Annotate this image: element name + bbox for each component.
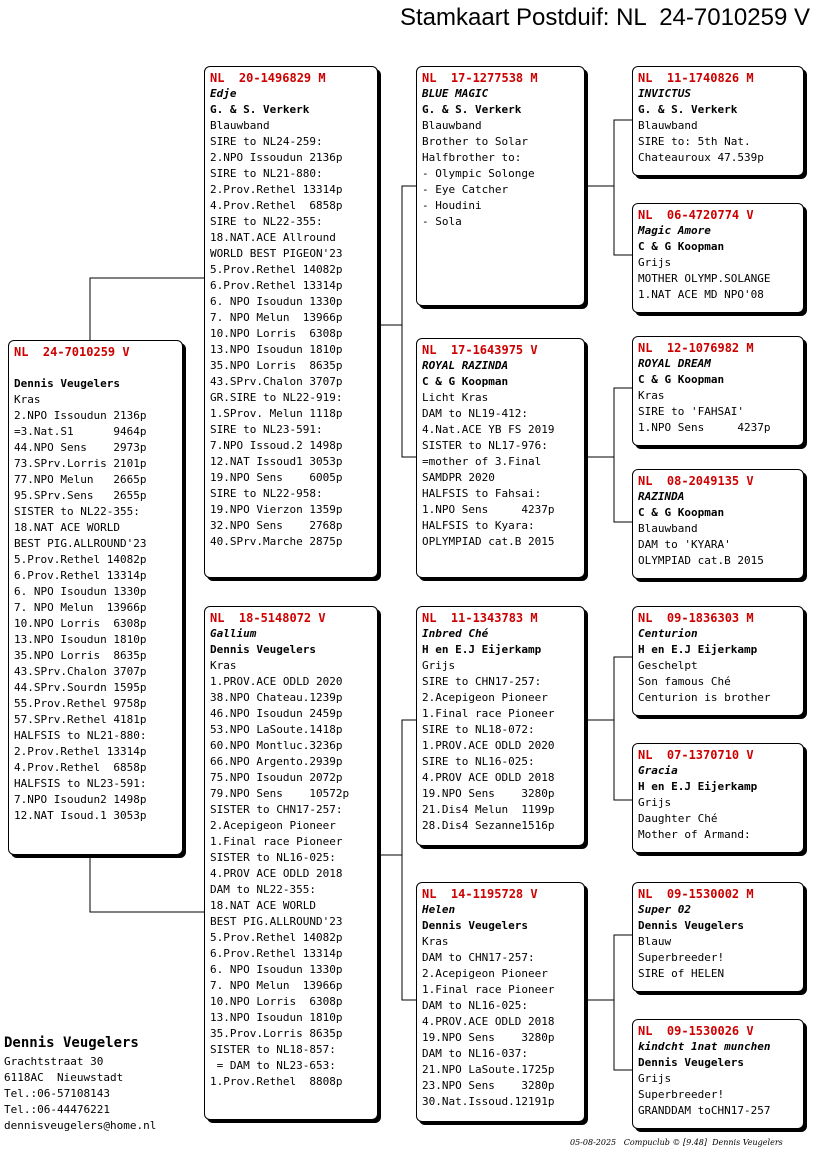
pedigree-line: OPLYMPIAD cat.B 2015 — [422, 535, 555, 548]
ring-number: NL 12-1076982 M — [638, 341, 754, 355]
pedigree-line: 2.Prov.Rethel 13314p — [14, 745, 147, 758]
breeder-name: Dennis Veugelers — [638, 1056, 744, 1069]
pedigree-line: 19.NPO Sens 6005p — [210, 471, 343, 484]
line-subject-sire — [90, 278, 204, 340]
breeder-name: H en E.J Eijerkamp — [638, 643, 758, 656]
ring-number: NL 17-1643975 V — [422, 343, 538, 357]
pedigree-card-sds — [632, 336, 804, 446]
pedigree-line: Blauw — [638, 935, 672, 948]
pedigree-line: SIRE to NL18-072: — [422, 723, 535, 736]
pedigree-card-subject — [8, 340, 183, 855]
breeder-name: G. & S. Verkerk — [638, 103, 738, 116]
pedigree-line: Halfbrother to: — [422, 151, 522, 164]
owner-address-line: Grachtstraat 30 — [4, 1055, 104, 1068]
pedigree-line: GRANDDAM toCHN17-257 — [638, 1104, 771, 1117]
pedigree-line: Grijs — [638, 256, 672, 269]
pedigree-line: 6. NPO Isoudun 1330p — [210, 295, 343, 308]
pedigree-line: 1.Final race Pioneer — [210, 835, 343, 848]
pedigree-line: GR.SIRE to NL22-919: — [210, 391, 343, 404]
pedigree-line: 1.NPO Sens 4237p — [638, 421, 771, 434]
pedigree-line: - Sola — [422, 215, 462, 228]
pedigree-line: Grijs — [422, 659, 456, 672]
pedigree-line: 44.NPO Sens 2973p — [14, 441, 147, 454]
breeder-name: C & G Koopman — [638, 240, 725, 253]
pigeon-name: ROYAL DREAM — [638, 357, 711, 370]
pedigree-line: 32.NPO Sens 2768p — [210, 519, 343, 532]
pedigree-line: SIRE to NL23-591: — [210, 423, 323, 436]
pigeon-name: Gracia — [638, 764, 678, 777]
pedigree-line: Daughter Ché — [638, 812, 718, 825]
breeder-name: Dennis Veugelers — [638, 919, 744, 932]
ring-number: NL 11-1343783 M — [422, 611, 538, 625]
pedigree-card-sdd — [632, 469, 804, 579]
pedigree-line: 60.NPO Montluc.3236p — [210, 739, 343, 752]
pedigree-line: SAMDPR 2020 — [422, 471, 495, 484]
pedigree-line: BEST PIG.ALLROUND'23 — [210, 915, 343, 928]
pedigree-line: 2.NPO Issoudun 2136p — [210, 151, 343, 164]
pedigree-line: 7. NPO Melun 13966p — [14, 601, 147, 614]
pedigree-line: Blauwband — [210, 119, 270, 132]
pedigree-line: 6. NPO Isoudun 1330p — [14, 585, 147, 598]
pedigree-card-dam-sire — [416, 606, 585, 846]
pedigree-line: 19.NPO Vierzon 1359p — [210, 503, 343, 516]
pedigree-line: 4.PROV ACE ODLD 2018 — [210, 867, 343, 880]
pedigree-line: 21.NPO LaSoute.1725p — [422, 1063, 555, 1076]
ring-number: NL 09-1530002 M — [638, 887, 754, 901]
pedigree-line: - Olympic Solonge — [422, 167, 535, 180]
pedigree-line: - Eye Catcher — [422, 183, 509, 196]
pedigree-line: Kras — [210, 659, 237, 672]
pedigree-card-dam — [204, 606, 378, 1120]
pedigree-line: Grijs — [638, 796, 672, 809]
pedigree-line: DAM to CHN17-257: — [422, 951, 535, 964]
owner-contact-block — [4, 1032, 156, 1134]
pedigree-line: 13.NPO Isoudun 1810p — [210, 343, 343, 356]
pedigree-line: Son famous Ché — [638, 675, 731, 688]
pedigree-line: SISTER to NL18-857: — [210, 1043, 336, 1056]
pedigree-line: 1.SProv. Melun 1118p — [210, 407, 343, 420]
pedigree-line: 35.Prov.Lorris 8635p — [210, 1027, 343, 1040]
pedigree-card-dsd — [632, 743, 804, 853]
pedigree-line: 1.PROV.ACE ODLD 2020 — [210, 675, 343, 688]
breeder-name: H en E.J Eijerkamp — [422, 643, 542, 656]
pedigree-line: Licht Kras — [422, 391, 489, 404]
pedigree-card-sss — [632, 66, 804, 176]
pedigree-line: 6. NPO Isoudun 1330p — [210, 963, 343, 976]
pedigree-line: SIRE to: 5th Nat. — [638, 135, 751, 148]
pedigree-line: 10.NPO Lorris 6308p — [210, 327, 343, 340]
pedigree-line: Chateauroux 47.539p — [638, 151, 764, 164]
pigeon-name: BLUE MAGIC — [422, 87, 489, 100]
ring-number: NL 11-1740826 M — [638, 71, 754, 85]
pedigree-line: 43.SPrv.Chalon 3707p — [210, 375, 343, 388]
pedigree-line: 7.NPO Issoud.2 1498p — [210, 439, 343, 452]
pigeon-name: Helen — [422, 903, 456, 916]
pedigree-line: SISTER to NL17-976: — [422, 439, 548, 452]
pedigree-line: 4.Nat.ACE YB FS 2019 — [422, 423, 555, 436]
pedigree-line: Centurion is brother — [638, 691, 771, 704]
ring-number: NL 09-1836303 M — [638, 611, 754, 625]
owner-email: dennisveugelers@home.nl — [4, 1119, 157, 1132]
pedigree-line: Mother of Armand: — [638, 828, 751, 841]
pedigree-line: BEST PIG.ALLROUND'23 — [14, 537, 147, 550]
ring-number: NL 18-5148072 V — [210, 611, 326, 625]
pedigree-line: SIRE to NL22-958: — [210, 487, 323, 500]
pedigree-line: 79.NPO Sens 10572p — [210, 787, 350, 800]
ring-number: NL 14-1195728 V — [422, 887, 538, 901]
pedigree-line: SIRE to NL24-259: — [210, 135, 323, 148]
breeder-name: C & G Koopman — [422, 375, 509, 388]
pedigree-line: SIRE to NL21-880: — [210, 167, 323, 180]
pedigree-line: 66.NPO Argento.2939p — [210, 755, 343, 768]
ring-number: NL 24-7010259 V — [14, 345, 130, 359]
pigeon-name: RAZINDA — [638, 490, 685, 503]
pedigree-line: SIRE to 'FAHSAI' — [638, 405, 744, 418]
pedigree-line: Superbreeder! — [638, 1088, 725, 1101]
pedigree-line: = DAM to NL23-653: — [210, 1059, 336, 1072]
pedigree-line: 28.Dis4 Sezanne1516p — [422, 819, 555, 832]
pedigree-line: 1.Prov.Rethel 8808p — [210, 1075, 343, 1088]
pedigree-line: 19.NPO Sens 3280p — [422, 1031, 555, 1044]
breeder-name: Dennis Veugelers — [422, 919, 528, 932]
pedigree-line: 10.NPO Lorris 6308p — [210, 995, 343, 1008]
pedigree-line: 2.NPO Issoudun 2136p — [14, 409, 147, 422]
pedigree-line: 55.Prov.Rethel 9758p — [14, 697, 147, 710]
owner-phone: Tel.:06-44476221 — [4, 1103, 110, 1116]
pedigree-line: Kras — [14, 393, 41, 406]
pedigree-line: HALFSIS to Fahsai: — [422, 487, 542, 500]
pedigree-card-dss — [632, 606, 804, 716]
ring-number: NL 07-1370710 V — [638, 748, 754, 762]
pedigree-line: 2.Acepigeon Pioneer — [422, 967, 548, 980]
pedigree-line: - Houdini — [422, 199, 482, 212]
pedigree-line: WORLD BEST PIGEON'23 — [210, 247, 343, 260]
pedigree-card-ssd — [632, 203, 804, 313]
pedigree-card-sire — [204, 66, 378, 578]
pedigree-line: 1.Final race Pioneer — [422, 983, 555, 996]
pedigree-line: HALFSIS to Kyara: — [422, 519, 535, 532]
ring-number: NL 06-4720774 V — [638, 208, 754, 222]
pedigree-line: 19.NPO Sens 3280p — [422, 787, 555, 800]
pedigree-card-ddd — [632, 1019, 804, 1129]
pedigree-line: 35.NPO Lorris 8635p — [210, 359, 343, 372]
breeder-name: G. & S. Verkerk — [422, 103, 522, 116]
pigeon-name: Super 02 — [638, 903, 691, 916]
pigeon-name: Magic Amore — [638, 224, 711, 237]
pedigree-line: DAM to NL16-025: — [422, 999, 528, 1012]
pedigree-line: 30.Nat.Issoud.12191p — [422, 1095, 555, 1108]
breeder-name: Dennis Veugelers — [210, 643, 316, 656]
pedigree-card-dam-dam — [416, 882, 585, 1122]
pedigree-line: 44.SPrv.Sourdn 1595p — [14, 681, 147, 694]
pedigree-line: 7. NPO Melun 13966p — [210, 979, 343, 992]
pedigree-line: 53.NPO LaSoute.1418p — [210, 723, 343, 736]
pedigree-line: 38.NPO Chateau.1239p — [210, 691, 343, 704]
pigeon-name: ROYAL RAZINDA — [422, 359, 509, 372]
pigeon-name: kindcht 1nat munchen — [638, 1040, 771, 1053]
pedigree-line: 18.NAT.ACE Allround — [210, 231, 336, 244]
pedigree-line: 10.NPO Lorris 6308p — [14, 617, 147, 630]
pedigree-line: 4.PROV.ACE ODLD 2018 — [422, 1015, 555, 1028]
line-subject-dam — [90, 855, 204, 912]
pedigree-line: 6.Prov.Rethel 13314p — [210, 279, 343, 292]
pedigree-line: 6.Prov.Rethel 13314p — [210, 947, 343, 960]
breeder-name: C & G Koopman — [638, 373, 725, 386]
pedigree-line: SISTER to CHN17-257: — [210, 803, 343, 816]
pedigree-line: SISTER to NL16-025: — [210, 851, 336, 864]
owner-phone: Tel.:06-57108143 — [4, 1087, 110, 1100]
ring-number: NL 17-1277538 M — [422, 71, 538, 85]
pedigree-line: 1.PROV.ACE ODLD 2020 — [422, 739, 555, 752]
pedigree-line: Kras — [638, 389, 665, 402]
pedigree-line: 18.NAT ACE WORLD — [14, 521, 120, 534]
pedigree-line: DAM to NL16-037: — [422, 1047, 528, 1060]
pedigree-line: 95.SPrv.Sens 2655p — [14, 489, 147, 502]
pedigree-line: DAM to NL22-355: — [210, 883, 316, 896]
pigeon-name: Gallium — [210, 627, 257, 640]
pedigree-line: Grijs — [638, 1072, 672, 1085]
pedigree-line: 21.Dis4 Melun 1199p — [422, 803, 555, 816]
pedigree-line: 73.SPrv.Lorris 2101p — [14, 457, 147, 470]
pedigree-line: 23.NPO Sens 3280p — [422, 1079, 555, 1092]
pedigree-line: 77.NPO Melun 2665p — [14, 473, 147, 486]
pedigree-card-sire-dam — [416, 338, 585, 578]
pedigree-line: 1.NAT ACE MD NPO'08 — [638, 288, 764, 301]
pedigree-line: 5.Prov.Rethel 14082p — [210, 263, 343, 276]
pedigree-line: HALFSIS to NL23-591: — [14, 777, 147, 790]
pedigree-line: =3.Nat.S1 9464p — [14, 425, 147, 438]
pedigree-line: 13.NPO Isoudun 1810p — [210, 1011, 343, 1024]
pedigree-line: 5.Prov.Rethel 14082p — [210, 931, 343, 944]
pedigree-line: Brother to Solar — [422, 135, 528, 148]
pedigree-line: 6.Prov.Rethel 13314p — [14, 569, 147, 582]
pedigree-line: SIRE to CHN17-257: — [422, 675, 542, 688]
pedigree-line: 4.Prov.Rethel 6858p — [210, 199, 343, 212]
pedigree-line: 75.NPO Isoudun 2072p — [210, 771, 343, 784]
pedigree-line: DAM to 'KYARA' — [638, 538, 731, 551]
pedigree-line: 40.SPrv.Marche 2875p — [210, 535, 343, 548]
pedigree-line: 1.NPO Sens 4237p — [422, 503, 555, 516]
owner-address-line: 6118AC Nieuwstadt — [4, 1071, 124, 1084]
pedigree-line: OLYMPIAD cat.B 2015 — [638, 554, 764, 567]
pedigree-line: HALFSIS to NL21-880: — [14, 729, 147, 742]
pedigree-line: 43.SPrv.Chalon 3707p — [14, 665, 147, 678]
spacer — [14, 360, 177, 376]
pigeon-name: INVICTUS — [638, 87, 691, 100]
pedigree-line: Superbreeder! — [638, 951, 725, 964]
pedigree-line: SIRE to NL22-355: — [210, 215, 323, 228]
page-title: Stamkaart Postduif: NL 24-7010259 V — [399, 4, 810, 31]
pedigree-line: SISTER to NL22-355: — [14, 505, 140, 518]
pedigree-line: 5.Prov.Rethel 14082p — [14, 553, 147, 566]
pedigree-line: 18.NAT ACE WORLD — [210, 899, 316, 912]
pedigree-line: 2.Acepigeon Pioneer — [210, 819, 336, 832]
pedigree-line: 57.SPrv.Rethel 4181p — [14, 713, 147, 726]
pedigree-line: 46.NPO Isoudun 2459p — [210, 707, 343, 720]
pedigree-line: Blauwband — [638, 119, 698, 132]
pedigree-line: 12.NAT Isoud.1 3053p — [14, 809, 147, 822]
pedigree-line: 12.NAT Issoud1 3053p — [210, 455, 343, 468]
pedigree-line: SIRE to NL16-025: — [422, 755, 535, 768]
breeder-name: Dennis Veugelers — [14, 377, 120, 390]
pedigree-line: 4.PROV ACE ODLD 2018 — [422, 771, 555, 784]
breeder-name: H en E.J Eijerkamp — [638, 780, 758, 793]
pedigree-card-dds — [632, 882, 804, 992]
pigeon-name: Centurion — [638, 627, 698, 640]
pedigree-line: 7.NPO Isoudun2 1498p — [14, 793, 147, 806]
footer-credits: 05-08-2025 Compuclub © [9.48] Dennis Veugelers — [570, 1138, 783, 1147]
pedigree-line: Geschelpt — [638, 659, 698, 672]
pedigree-line: Blauwband — [638, 522, 698, 535]
pedigree-line: =mother of 3.Final — [422, 455, 542, 468]
pedigree-line: SIRE of HELEN — [638, 967, 725, 980]
pedigree-line: 13.NPO Isoudun 1810p — [14, 633, 147, 646]
pedigree-line: 2.Prov.Rethel 13314p — [210, 183, 343, 196]
pedigree-line: 1.Final race Pioneer — [422, 707, 555, 720]
owner-name: Dennis Veugelers — [4, 1035, 139, 1051]
breeder-name: G. & S. Verkerk — [210, 103, 310, 116]
pedigree-line: MOTHER OLYMP.SOLANGE — [638, 272, 771, 285]
pedigree-card-sire-sire — [416, 66, 585, 306]
ring-number: NL 20-1496829 M — [210, 71, 326, 85]
pigeon-name: Inbred Ché — [422, 627, 489, 640]
ring-number: NL 08-2049135 V — [638, 474, 754, 488]
pedigree-line: 35.NPO Lorris 8635p — [14, 649, 147, 662]
pedigree-line: Kras — [422, 935, 449, 948]
pigeon-name: Edje — [210, 87, 237, 100]
pedigree-line: DAM to NL19-412: — [422, 407, 528, 420]
pedigree-line: 2.Acepigeon Pioneer — [422, 691, 548, 704]
breeder-name: C & G Koopman — [638, 506, 725, 519]
pedigree-line: 4.Prov.Rethel 6858p — [14, 761, 147, 774]
ring-number: NL 09-1530026 V — [638, 1024, 754, 1038]
pedigree-line: 7. NPO Melun 13966p — [210, 311, 343, 324]
pedigree-line: Blauwband — [422, 119, 482, 132]
